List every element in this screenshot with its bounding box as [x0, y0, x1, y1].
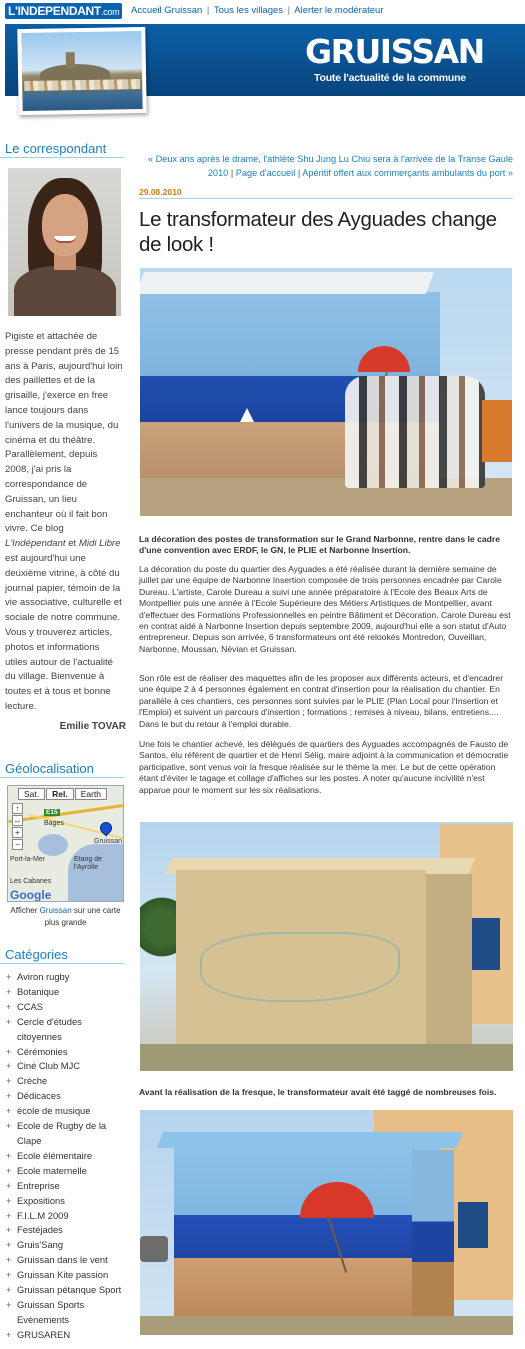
correspondent-signature: Emilie TOVAR [59, 721, 126, 732]
separator: | [230, 167, 234, 178]
category-item[interactable]: + Ciné Club MJC [5, 1059, 129, 1074]
article-photo-fresco-group[interactable] [140, 268, 512, 516]
correspondent-bio [5, 330, 123, 715]
link-alerter-moderateur[interactable]: Alerter le modérateur [294, 5, 384, 16]
category-item[interactable]: + Gruissan Sports Evènements [5, 1298, 129, 1328]
map-road [8, 804, 124, 823]
banner-title[interactable]: GRUISSAN [305, 32, 484, 71]
sidebar [0, 140, 132, 1340]
separator: | [287, 5, 291, 16]
logo-suffix: .com [100, 7, 120, 17]
zoom-in-icon[interactable]: + [12, 827, 23, 838]
category-item[interactable]: + Festéjades [5, 1223, 129, 1238]
previous-article-link[interactable]: « Deux ans après le drame, l'athlète Shu Jung Lu Chiu sera à l'arrivée de la Transe Gaule 2010 [147, 154, 513, 178]
logo-text: L'INDEPENDANT [8, 4, 101, 18]
site-logo[interactable] [5, 3, 122, 19]
category-item[interactable]: + Gruissan Kite passion [5, 1268, 129, 1283]
categories-heading: Catégories [0, 946, 124, 964]
map-zoom-controls [12, 803, 25, 851]
map-caption-text: sur une carte plus grande [44, 906, 121, 927]
map-caption-text: Afficher [10, 906, 40, 915]
link-accueil-gruissan[interactable]: Accueil Gruissan [131, 5, 203, 16]
separator: | [297, 167, 301, 178]
bio-text: Pigiste et attachée de presse pendant près de 15 ans à Paris, aujourd'hui loin des paillettes et de la grisaille, j'exerce en free lance toujours dans l'univers de la musique, du cinéma et du théâtre. Parallèlement, depuis 2008, j'ai pris la correspondance de Gruissan, un lieu enchanteur où il fait bon vivre. Ce blog [5, 331, 123, 535]
article-navigation [139, 153, 513, 180]
category-item[interactable]: + Ecole de Rugby de la Clape [5, 1119, 129, 1149]
category-item[interactable]: + CCAS [5, 1000, 129, 1015]
category-item[interactable]: + F.I.L.M 2009 [5, 1209, 129, 1224]
map-label-cabanes: Les Cabanes [10, 878, 52, 885]
banner-photo [17, 27, 146, 115]
link-tous-les-villages[interactable]: Tous les villages [213, 5, 284, 16]
next-article-link[interactable]: Apéritif offert aux commerçants ambulants du port » [302, 167, 513, 178]
category-item[interactable]: + Dédicaces [5, 1089, 129, 1104]
map-type-buttons [18, 788, 107, 800]
category-item[interactable]: + Expositions [5, 1194, 129, 1209]
category-item[interactable]: + Botanique [5, 985, 129, 1000]
geolocation-heading: Géolocalisation [0, 760, 124, 778]
category-item[interactable]: + Gruissan pétanque Sport [5, 1283, 129, 1298]
category-item[interactable]: + Ecole maternelle [5, 1164, 129, 1179]
top-links [131, 5, 384, 16]
category-item[interactable]: + Aviron rugby [5, 970, 129, 985]
article-photo-before[interactable] [140, 822, 513, 1071]
home-page-link[interactable]: Page d'accueil [235, 167, 296, 178]
category-item[interactable]: + Entreprise [5, 1179, 129, 1194]
bio-text: est aujourd'hui une deuxième vitrine, à côté du journal papier, témoin de la vie associative, culturelle et sociale de notre commune. Vous y trouverez articles, photos et informations utiles autour de l'actualité du village. Bienvenue à toutes et à tous et bonne lecture. [5, 552, 122, 712]
category-item[interactable]: + Cérémonies [5, 1045, 129, 1060]
article-lead: La décoration des postes de transformation sur le Grand Narbonne, rentre dans le cadre d'une convention avec ERDF, le GN, le PLIE et Narbonne Insertion. [139, 534, 501, 556]
bio-text: et [65, 538, 79, 550]
map-road-label: E15 [46, 809, 58, 816]
article-paragraph: Son rôle est de réaliser des maquettes afin de les proposer aux différents acteurs, et d'encadrer une équipe 2 à 4 personnes également en contrat d'insertion pour la réalisation du chantier. En parallèle à ces chantiers, ces personnes sont suivies par le PLIE (Plan Local pour l'Insertion et l'Emploi) et suivent un parcours d'insertion ; formations ; remises à niveau, bilans, entretiens.... Dans le but du retour à l'emploi durable. [139, 673, 504, 729]
article-paragraph: Une fois le chantier achevé, les délégués de quartiers des Ayguades accompagnés de Fausto de Santos, élu référent de quartier et de Henri Sélig, maire adjoint à la communication et démocratie participative, sont venus voir la fresque réalisée sur le thème la mer. Le but de cette opération étant d'éviter le tagage et collage d'affiches sur les postes. A noter qu'aucune incivilité n'est apparue pour le moment sur les six réalisations. [139, 739, 509, 795]
map-sea [68, 844, 124, 902]
map-larger-link[interactable]: Gruissan [39, 906, 72, 915]
pan-up-icon[interactable]: ↑ [12, 803, 23, 814]
map-earth-button[interactable]: Earth [75, 788, 107, 800]
location-map[interactable] [7, 785, 124, 902]
google-logo: Google [10, 888, 52, 902]
category-item[interactable]: + Gruissan dans le vent [5, 1253, 129, 1268]
article-title[interactable]: Le transformateur des Ayguades change de look ! [139, 208, 497, 256]
article-photo-after[interactable] [140, 1110, 513, 1335]
bio-italic: L'Indépendant [5, 538, 66, 550]
category-item[interactable]: + Ecole élémentaire [5, 1149, 129, 1164]
zoom-out-icon[interactable]: − [12, 839, 23, 850]
article-date: 29.08.2010 [139, 187, 182, 197]
bio-italic: Midi Libre [78, 538, 121, 550]
category-item[interactable]: + Cercle d'études citoyennes [5, 1015, 129, 1045]
article-paragraph: La décoration du poste du quartier des Ayguades a été réalisée durant la dernière semaine de juillet par une équipe de Narbonne Insertion composée de trois personnes encadrée par Carole Dureau. L'artiste, Carole Dureau a suivi une année préparatoire à l'Ecole des Beaux Arts de Montpellier puis une année à l'Ecole Supérieure des Métiers Artistiques de Montpellier, avant d'effectuer des Formations Professionnelles en peintre Bâtiment et Décoration. Carole Dureau est en contrat aidé à Narbonne Insertion depuis septembre 2009, aujourd'hui elle a son statut d'Auto entrepreneur. Depuis son arrivée, 6 transformateurs ont été relookés Montredon, Ouveillan, Narbonne, Moussan, Névian et Gruissan. [139, 564, 511, 654]
map-label-etang: Etang de l'Ayrolle [74, 856, 103, 871]
separator: | [206, 5, 210, 16]
map-lake [38, 834, 68, 856]
map-caption [5, 905, 126, 929]
map-rel-button[interactable]: Rel. [46, 788, 74, 800]
pan-left-right-icon[interactable]: ↔ [13, 816, 22, 825]
category-item[interactable]: + Gruis'Sang [5, 1238, 129, 1253]
correspondent-heading: Le correspondant [0, 140, 124, 158]
map-label-gruissan: Gruissan [94, 838, 123, 845]
correspondent-photo [8, 168, 121, 316]
photo-caption: Avant la réalisation de la fresque, le transformateur avait été taggé de nombreuses fois. [139, 1087, 497, 1097]
categories-list [5, 970, 129, 1343]
category-item[interactable]: + Crèche [5, 1074, 129, 1089]
date-divider [139, 198, 513, 199]
banner-subtitle: Toute l'actualité de la commune [314, 72, 466, 84]
category-item[interactable]: + GRUSAREN [5, 1328, 129, 1343]
category-item[interactable]: + école de musique [5, 1104, 129, 1119]
map-label-bages: Bages [44, 820, 64, 827]
top-bar [0, 0, 525, 24]
map-sat-button[interactable]: Sat. [18, 788, 45, 800]
map-label-port: Port-la-Mer [10, 856, 46, 863]
header-banner [5, 24, 525, 96]
